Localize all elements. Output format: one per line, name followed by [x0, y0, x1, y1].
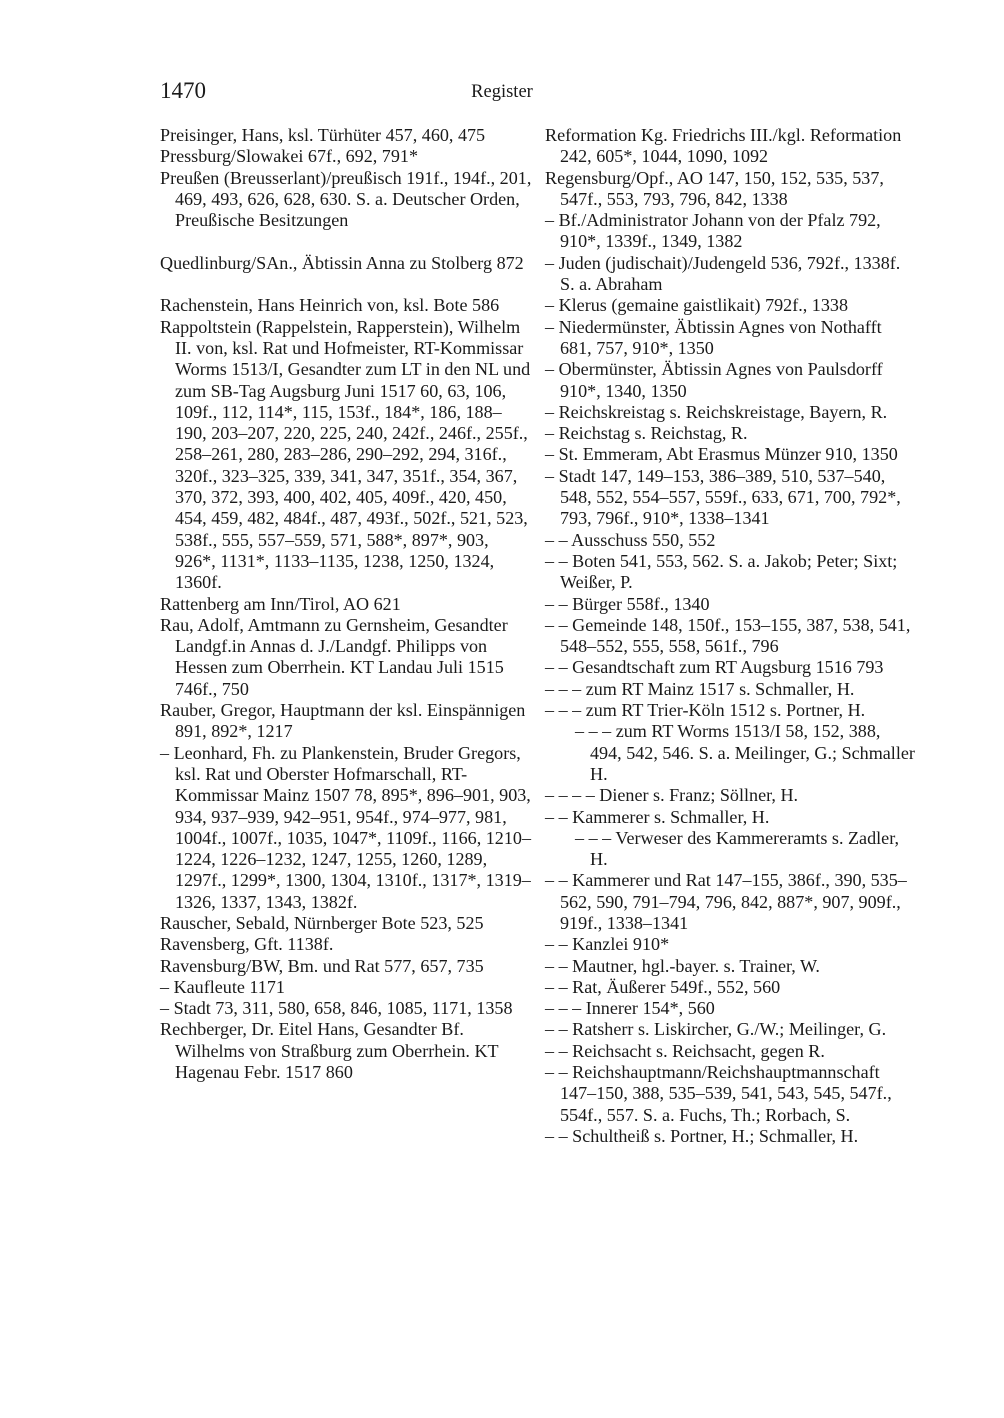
index-entry: – – Kammerer und Rat 147–155, 386f., 390, 535–562, 590, 791–794, 796, 842, 887*, 907, 909f., 919f., 1338–1341 — [545, 870, 907, 933]
index-entry: Rauber, Gregor, Hauptmann der ksl. Einspännigen 891, 892*, 1217 — [160, 700, 526, 742]
index-entry: Preußen (Breusserlant)/preußisch 191f., 194f., 201, 469, 493, 626, 628, 630. S. a. Deutscher Orden, Preußische Besitzungen — [160, 167, 532, 231]
index-entry: – Obermünster, Äbtissin Agnes von Paulsdorff 910*, 1340, 1350 — [545, 359, 883, 401]
index-entry: Pressburg/Slowakei 67f., 692, 791* — [160, 146, 418, 167]
index-entry: Ravensberg, Gft. 1138f. — [160, 934, 334, 955]
index-entry: Preisinger, Hans, ksl. Türhüter 457, 460, 475 — [160, 125, 486, 145]
index-entry: Ravensburg/BW, Bm. und Rat 577, 657, 735 — [160, 955, 484, 976]
index-entry: – – Rat, Äußerer 549f., 552, 560 — [545, 976, 781, 997]
index-entry: – – Reichsacht s. Reichsacht, gegen R. — [545, 1040, 825, 1061]
index-entry: Regensburg/Opf., AO 147, 150, 152, 535, 537, 547f., 553, 793, 796, 842, 1338 — [545, 167, 884, 209]
index-entry: – – Gemeinde 148, 150f., 153–155, 387, 538, 541, 548–552, 555, 558, 561f., 796 — [545, 614, 911, 657]
index-entry: – Stadt 147, 149–153, 386–389, 510, 537–540, 548, 552, 554–557, 559f., 633, 671, 700, 792*, 793, 796f., 910*, 1338–1341 — [545, 465, 901, 529]
index-entry: Rappoltstein (Rappelstein, Rapperstein), Wilhelm II. von, ksl. Rat und Hofmeister, RT-Kommissar Worms 1513/I, Gesandter zum LT in den NL und zum SB-Tag Augsburg Juni 1517 60, 63, 106, 109f., 112, 114*, 115, 153f., 184*, 186, 188–190, 203–207, 220, 225, 240, 242f., 246f., 255f., 258–261, 280, 283–286, 290–292, 294, 316f., 320f., 323–325, 339, 341, 347, 351f., 354, 367, 370, 372, 393, 400, 402, 405, 409f., 420, 450, 454, 459, 482, 484f., 487, 493f., 502f., 521, 523, 538f., 555, 557–559, 571, 588*, 897*, 903, 926*, 1131*, 1133–1135, 1238, 1250, 1324, 1360f. — [160, 316, 531, 593]
entry-gap — [160, 274, 532, 295]
index-entry: – – Kanzlei 910* — [545, 934, 670, 955]
index-entry: – – Ratsherr s. Liskircher, G./W.; Meilinger, G. — [545, 1019, 887, 1040]
index-entry: Rachenstein, Hans Heinrich von, ksl. Bote 586 — [160, 295, 500, 316]
index-entry: – – Ausschuss 550, 552 — [545, 529, 716, 550]
index-entry: Rechberger, Dr. Eitel Hans, Gesandter Bf. Wilhelms von Straßburg zum Oberrhein. KT Hagenau Febr. 1517 860 — [160, 1019, 499, 1083]
index-entry: Reformation Kg. Friedrichs III./kgl. Reformation 242, 605*, 1044, 1090, 1092 — [545, 125, 902, 167]
index-entry: – – – Verweser des Kammereramts s. Zadler, H. — [575, 827, 900, 870]
index-entry: – – – zum RT Mainz 1517 s. Schmaller, H. — [545, 678, 855, 699]
index-entry: – Niedermünster, Äbtissin Agnes von Nothafft 681, 757, 910*, 1350 — [545, 316, 882, 358]
index-entry: – – Mautner, hgl.-bayer. s. Trainer, W. — [545, 955, 820, 976]
index-column-left — [160, 125, 532, 1083]
index-entry: – St. Emmeram, Abt Erasmus Münzer 910, 1350 — [545, 444, 898, 465]
index-entry: – Juden (judischait)/Judengeld 536, 792f., 1338f. S. a. Abraham — [545, 252, 901, 295]
index-entry: – – – – Diener s. Franz; Söllner, H. — [545, 785, 799, 806]
index-entry: – Klerus (gemaine gaistlikait) 792f., 1338 — [545, 295, 848, 316]
index-entry: Quedlinburg/SAn., Äbtissin Anna zu Stolberg 872 — [160, 252, 524, 273]
index-entry: – – – Innerer 154*, 560 — [545, 998, 715, 1019]
entry-gap — [160, 231, 532, 252]
index-entry: – Bf./Administrator Johann von der Pfalz 792, 910*, 1339f., 1349, 1382 — [545, 210, 881, 252]
index-entry: – – Bürger 558f., 1340 — [545, 593, 710, 614]
index-entry: – Stadt 73, 311, 580, 658, 846, 1085, 1171, 1358 — [160, 998, 513, 1019]
index-entry: – Kaufleute 1171 — [160, 976, 285, 997]
index-entry: – – Schultheiß s. Portner, H.; Schmaller, H. — [545, 1125, 859, 1146]
index-column-right — [545, 125, 915, 1147]
index-entry: – – – zum RT Trier-Köln 1512 s. Portner, H. — [545, 700, 866, 721]
running-head: Register — [471, 82, 533, 102]
index-entry: – Reichskreistag s. Reichskreistage, Bayern, R. — [545, 401, 888, 422]
index-entry: – Leonhard, Fh. zu Plankenstein, Bruder Gregors, ksl. Rat und Oberster Hofmarschall, RT-Kommissar Mainz 1507 78, 895*, 896–901, 903, 934, 937–939, 942–951, 954f., 974–977, 981, 1004f., 1007f., 1035, 1047*, 1109f., 1166, 1210–1224, 1226–1232, 1247, 1255, 1260, 1289, 1297f., 1299*, 1300, 1304, 1310f., 1317*, 1319–1326, 1337, 1343, 1382f. — [160, 742, 531, 912]
index-entry: – – Reichshauptmann/Reichshauptmannschaft 147–150, 388, 535–539, 541, 543, 545, 547f., 554f., 557. S. a. Fuchs, Th.; Rorbach, S. — [545, 1062, 892, 1125]
index-entry: Rattenberg am Inn/Tirol, AO 621 — [160, 593, 401, 614]
index-entry: – – Kammerer s. Schmaller, H. — [545, 806, 770, 827]
index-entry: Rau, Adolf, Amtmann zu Gernsheim, Gesandter Landgf.in Annas d. J./Landgf. Philipps von Hessen zum Oberrhein. KT Landau Juli 1515 746f., 750 — [160, 614, 508, 699]
page-number: 1470 — [160, 78, 206, 103]
index-entry: – – – zum RT Worms 1513/I 58, 152, 388, 494, 542, 546. S. a. Meilinger, G.; Schmaller H. — [575, 721, 915, 784]
index-entry: – – Boten 541, 553, 562. S. a. Jakob; Peter; Sixt; Weißer, P. — [545, 550, 898, 593]
index-entry: Rauscher, Sebald, Nürnberger Bote 523, 525 — [160, 912, 484, 933]
index-entry: – Reichstag s. Reichstag, R. — [545, 423, 748, 444]
index-entry: – – Gesandtschaft zum RT Augsburg 1516 793 — [545, 657, 884, 678]
